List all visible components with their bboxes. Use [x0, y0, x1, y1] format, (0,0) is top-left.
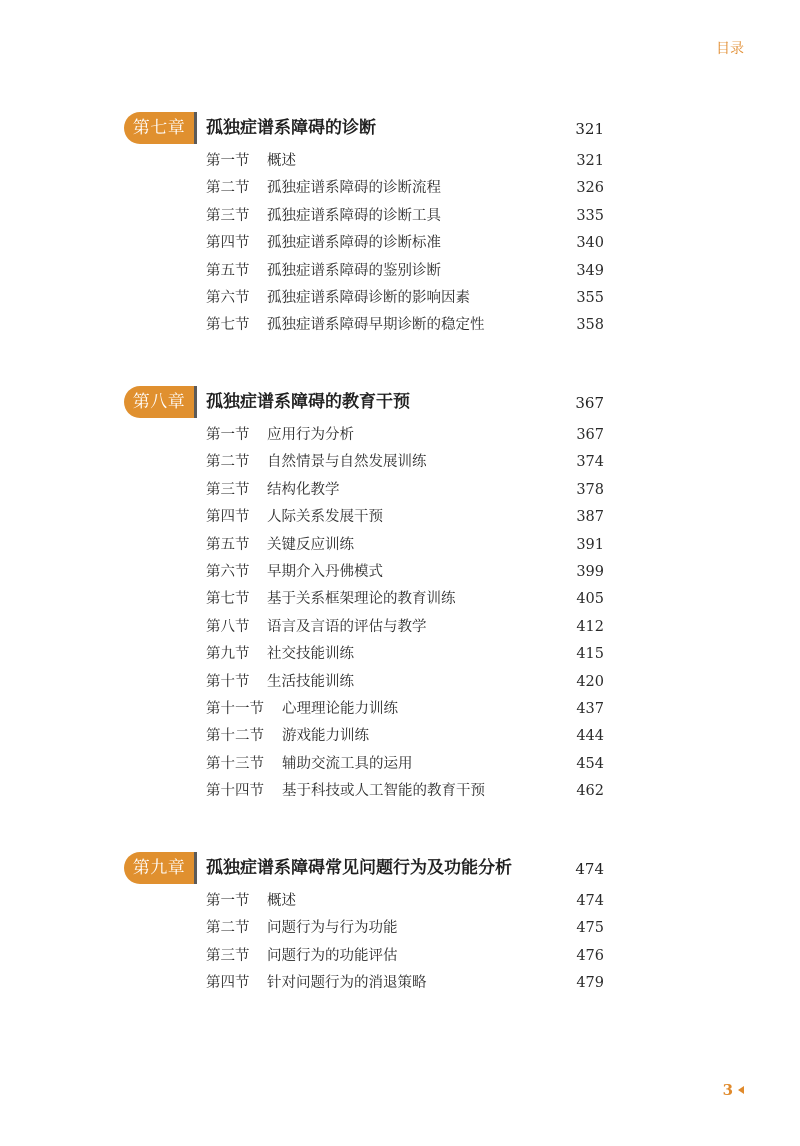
section-title: 基于关系框架理论的教育训练 — [267, 591, 456, 608]
toc-entry[interactable] — [0, 669, 800, 696]
section-page-number: 405 — [576, 591, 604, 608]
chapter-heading[interactable] — [0, 852, 800, 888]
section-number: 第九节 — [206, 646, 250, 663]
section-title: 孤独症谱系障碍诊断的影响因素 — [267, 289, 470, 306]
running-header: 目录 — [716, 41, 744, 57]
chapter-page-number: 367 — [575, 394, 604, 412]
section-title: 社交技能训练 — [267, 646, 354, 663]
section-title: 概述 — [267, 893, 296, 909]
section-page-number: 335 — [576, 207, 604, 224]
section-page-number: 378 — [576, 481, 604, 498]
page-number: 3 — [722, 1081, 733, 1099]
section-title: 应用行为分析 — [267, 427, 354, 443]
section-title: 生活技能训练 — [267, 673, 354, 690]
section-page-number: 437 — [576, 700, 604, 717]
section-page-number: 326 — [576, 180, 604, 197]
toc-entry[interactable] — [0, 285, 800, 312]
section-title: 孤独症谱系障碍的诊断工具 — [267, 207, 441, 224]
section-title: 关键反应训练 — [267, 536, 354, 553]
section-page-number: 358 — [576, 317, 604, 334]
toc-entry[interactable] — [0, 203, 800, 230]
section-title: 早期介入丹佛模式 — [267, 563, 383, 580]
chapter-title: 孤独症谱系障碍的教育干预 — [206, 392, 410, 412]
section-number: 第十二节 — [206, 728, 264, 745]
section-title: 孤独症谱系障碍的鉴别诊断 — [267, 262, 441, 279]
section-number: 第三节 — [206, 481, 250, 498]
section-page-number: 415 — [576, 646, 604, 663]
toc-entry[interactable] — [0, 723, 800, 750]
section-title: 问题行为与行为功能 — [267, 920, 398, 937]
chapter-title: 孤独症谱系障碍的诊断 — [206, 118, 376, 138]
toc-entry[interactable] — [0, 586, 800, 613]
toc-entry[interactable] — [0, 477, 800, 504]
chapter-heading[interactable] — [0, 386, 800, 422]
section-number: 第二节 — [206, 180, 250, 197]
section-page-number: 349 — [576, 262, 604, 279]
toc-entry[interactable] — [0, 532, 800, 559]
section-number: 第八节 — [206, 618, 250, 635]
section-page-number: 399 — [576, 563, 604, 580]
section-number: 第十四节 — [206, 783, 264, 800]
section-number: 第十三节 — [206, 755, 264, 772]
section-page-number: 340 — [576, 235, 604, 252]
page-number-footer — [723, 1081, 744, 1099]
section-page-number: 454 — [576, 755, 604, 772]
chapter-heading[interactable] — [0, 112, 800, 148]
section-title: 结构化教学 — [267, 481, 340, 498]
section-number: 第十一节 — [206, 700, 264, 717]
section-number: 第二节 — [206, 454, 250, 471]
section-number: 第一节 — [206, 427, 250, 443]
section-number: 第七节 — [206, 591, 250, 608]
chapter-8 — [0, 386, 800, 805]
section-title: 语言及言语的评估与教学 — [267, 618, 427, 635]
section-title: 人际关系发展干预 — [267, 509, 383, 526]
toc-entry[interactable] — [0, 559, 800, 586]
section-page-number: 321 — [576, 153, 604, 169]
section-number: 第十节 — [206, 673, 250, 690]
chapter-badge: 第八章 — [124, 386, 194, 418]
toc-entry[interactable] — [0, 175, 800, 202]
section-number: 第六节 — [206, 289, 250, 306]
section-page-number: 420 — [576, 673, 604, 690]
section-number: 第四节 — [206, 509, 250, 526]
section-page-number: 387 — [576, 509, 604, 526]
section-number: 第三节 — [206, 207, 250, 224]
toc-entry[interactable] — [0, 422, 800, 449]
toc-entry[interactable] — [0, 751, 800, 778]
section-title: 针对问题行为的消退策略 — [267, 975, 427, 992]
toc-entry[interactable] — [0, 970, 800, 997]
section-number: 第五节 — [206, 536, 250, 553]
toc-entry[interactable] — [0, 230, 800, 257]
section-title: 辅助交流工具的运用 — [282, 755, 413, 772]
toc-entry[interactable] — [0, 778, 800, 805]
section-title: 孤独症谱系障碍的诊断流程 — [267, 180, 441, 197]
section-page-number: 355 — [576, 289, 604, 306]
toc-entry[interactable] — [0, 258, 800, 285]
section-number: 第七节 — [206, 317, 250, 334]
toc-entry[interactable] — [0, 148, 800, 175]
toc-entry[interactable] — [0, 696, 800, 723]
section-title: 孤独症谱系障碍早期诊断的稳定性 — [267, 317, 485, 334]
toc-entry[interactable] — [0, 504, 800, 531]
chapter-9 — [0, 852, 800, 998]
section-page-number: 374 — [576, 454, 604, 471]
toc-entry[interactable] — [0, 888, 800, 915]
section-title: 概述 — [267, 153, 296, 169]
section-number: 第二节 — [206, 920, 250, 937]
section-number: 第六节 — [206, 563, 250, 580]
section-number: 第五节 — [206, 262, 250, 279]
section-page-number: 476 — [576, 947, 604, 964]
section-page-number: 391 — [576, 536, 604, 553]
section-title: 基于科技或人工智能的教育干预 — [282, 783, 485, 800]
section-page-number: 367 — [576, 427, 604, 443]
section-page-number: 474 — [576, 893, 604, 909]
section-title: 问题行为的功能评估 — [267, 947, 398, 964]
section-title: 游戏能力训练 — [282, 728, 369, 745]
section-number: 第一节 — [206, 893, 250, 909]
chapter-7 — [0, 112, 800, 340]
toc-entry[interactable] — [0, 614, 800, 641]
chapter-badge: 第七章 — [124, 112, 194, 144]
section-number: 第三节 — [206, 947, 250, 964]
chapter-page-number: 474 — [575, 860, 604, 878]
triangle-left-icon — [738, 1086, 744, 1094]
section-page-number: 412 — [576, 618, 604, 635]
toc-entry[interactable] — [0, 312, 800, 339]
section-title: 心理理论能力训练 — [282, 700, 398, 717]
section-title: 孤独症谱系障碍的诊断标准 — [267, 235, 441, 252]
toc-entry[interactable] — [0, 943, 800, 970]
section-number: 第四节 — [206, 975, 250, 992]
section-page-number: 475 — [576, 920, 604, 937]
section-page-number: 479 — [576, 975, 604, 992]
section-title: 自然情景与自然发展训练 — [267, 454, 427, 471]
section-number: 第一节 — [206, 153, 250, 169]
toc-entry[interactable] — [0, 449, 800, 476]
toc-entry[interactable] — [0, 915, 800, 942]
section-page-number: 462 — [576, 783, 604, 800]
toc-entry[interactable] — [0, 641, 800, 668]
section-number: 第四节 — [206, 235, 250, 252]
chapter-page-number: 321 — [575, 120, 604, 138]
chapter-badge: 第九章 — [124, 852, 194, 884]
chapter-title: 孤独症谱系障碍常见问题行为及功能分析 — [206, 858, 512, 878]
section-page-number: 444 — [576, 728, 604, 745]
